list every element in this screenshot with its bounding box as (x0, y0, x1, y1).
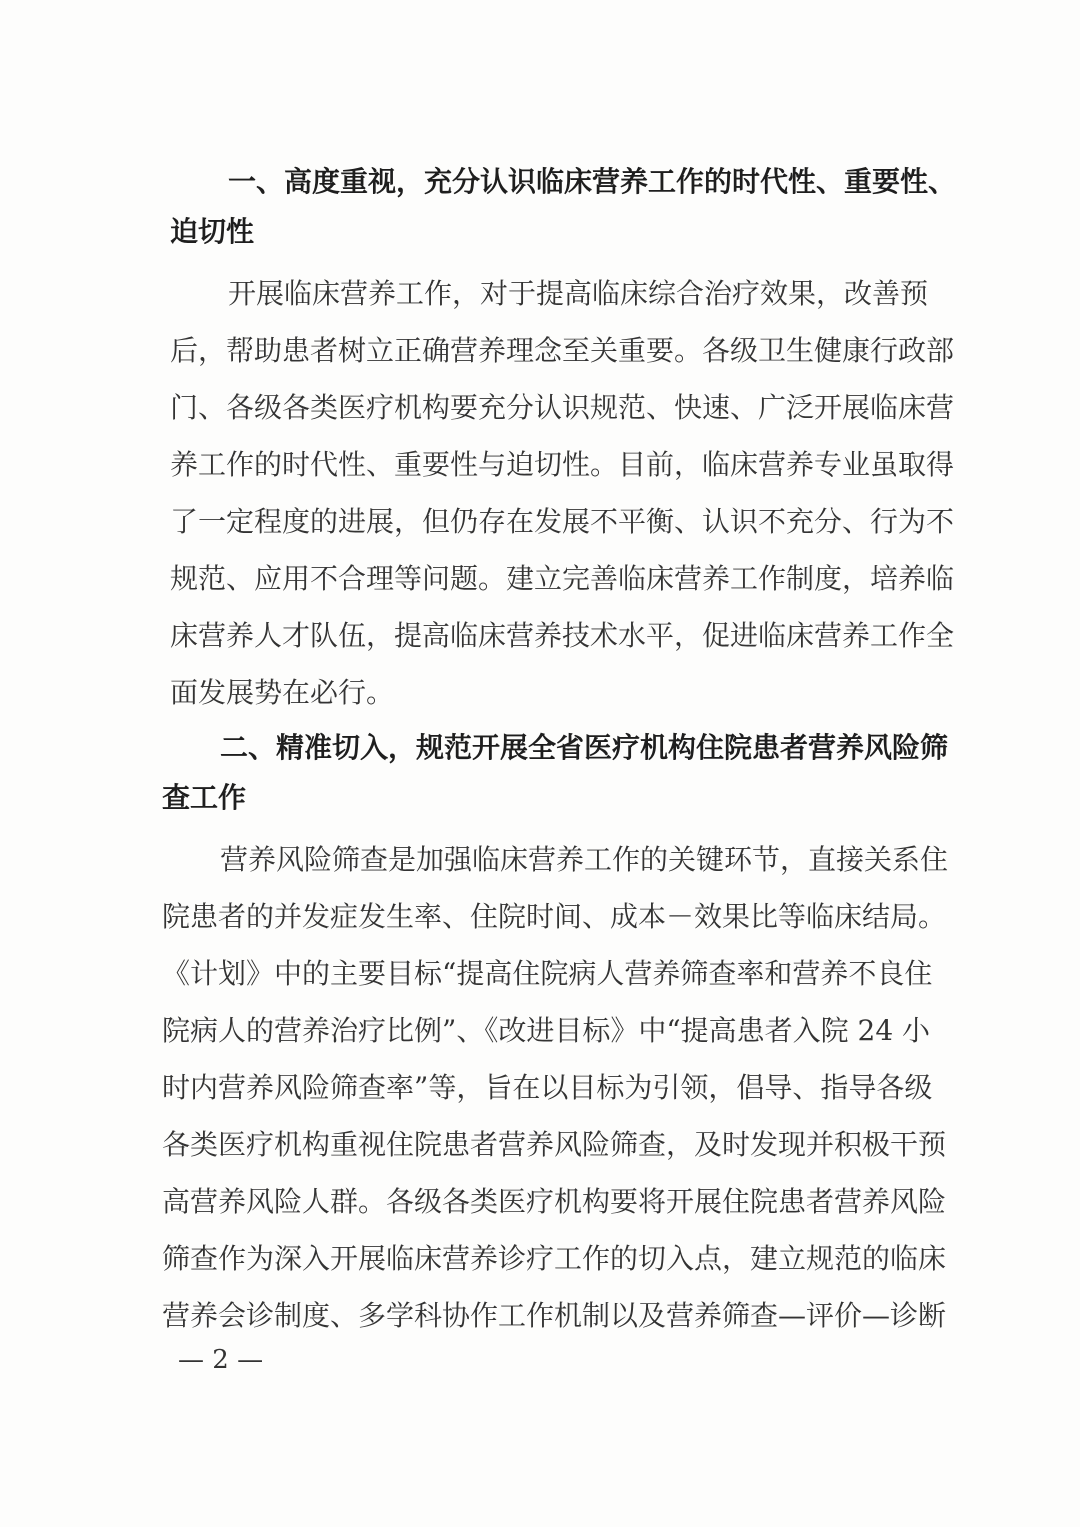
section-2-paragraph-line: 院患者的并发症发生率、住院时间、成本－效果比等临床结局。 (162, 900, 947, 933)
page-number: — 2 — (178, 1345, 264, 1375)
section-2-paragraph-line: 各类医疗机构重视住院患者营养风险筛查，及时发现并积极干预 (162, 1128, 947, 1161)
section-2-paragraph-line: 时内营养风险筛查率”等，旨在以目标为引领，倡导、指导各级 (162, 1071, 933, 1104)
section-2-heading-line-2: 查工作 (162, 781, 247, 814)
section-1-heading-line-1: 一、高度重视，充分认识临床营养工作的时代性、重要性、 (228, 165, 957, 198)
section-1-paragraph-line: 面发展势在必行。 (170, 676, 395, 709)
section-1-paragraph-line: 养工作的时代性、重要性与迫切性。目前，临床营养专业虽取得 (170, 448, 955, 481)
section-1-paragraph-line: 门、各级各类医疗机构要充分认识规范、快速、广泛开展临床营 (170, 391, 955, 424)
section-1-paragraph-line: 开展临床营养工作，对于提高临床综合治疗效果，改善预 (228, 277, 929, 310)
section-1-paragraph-line: 后，帮助患者树立正确营养理念至关重要。各级卫生健康行政部 (170, 334, 955, 367)
section-2-paragraph-line: 院病人的营养治疗比例”、《改进目标》中“提高患者入院 24 小 (162, 1014, 931, 1047)
section-1-heading-line-2: 迫切性 (170, 215, 255, 248)
section-1-paragraph-line: 床营养人才队伍，提高临床营养技术水平，促进临床营养工作全 (170, 619, 955, 652)
section-2-paragraph-line: 营养风险筛查是加强临床营养工作的关键环节，直接关系住 (220, 843, 949, 876)
section-2-paragraph-line: 营养会诊制度、多学科协作工作机制以及营养筛查—评价—诊断 (162, 1299, 947, 1332)
section-1-paragraph-line: 了一定程度的进展，但仍存在发展不平衡、认识不充分、行为不 (170, 505, 955, 538)
section-1-paragraph-line: 规范、应用不合理等问题。建立完善临床营养工作制度，培养临 (170, 562, 955, 595)
section-2-paragraph-line: 高营养风险人群。各级各类医疗机构要将开展住院患者营养风险 (162, 1185, 947, 1218)
section-2-paragraph-line: 筛查作为深入开展临床营养诊疗工作的切入点，建立规范的临床 (162, 1242, 947, 1275)
section-2-paragraph-line: 《计划》中的主要目标“提高住院病人营养筛查率和营养不良住 (162, 957, 933, 990)
section-2-heading-line-1: 二、精准切入，规范开展全省医疗机构住院患者营养风险筛 (220, 731, 949, 764)
